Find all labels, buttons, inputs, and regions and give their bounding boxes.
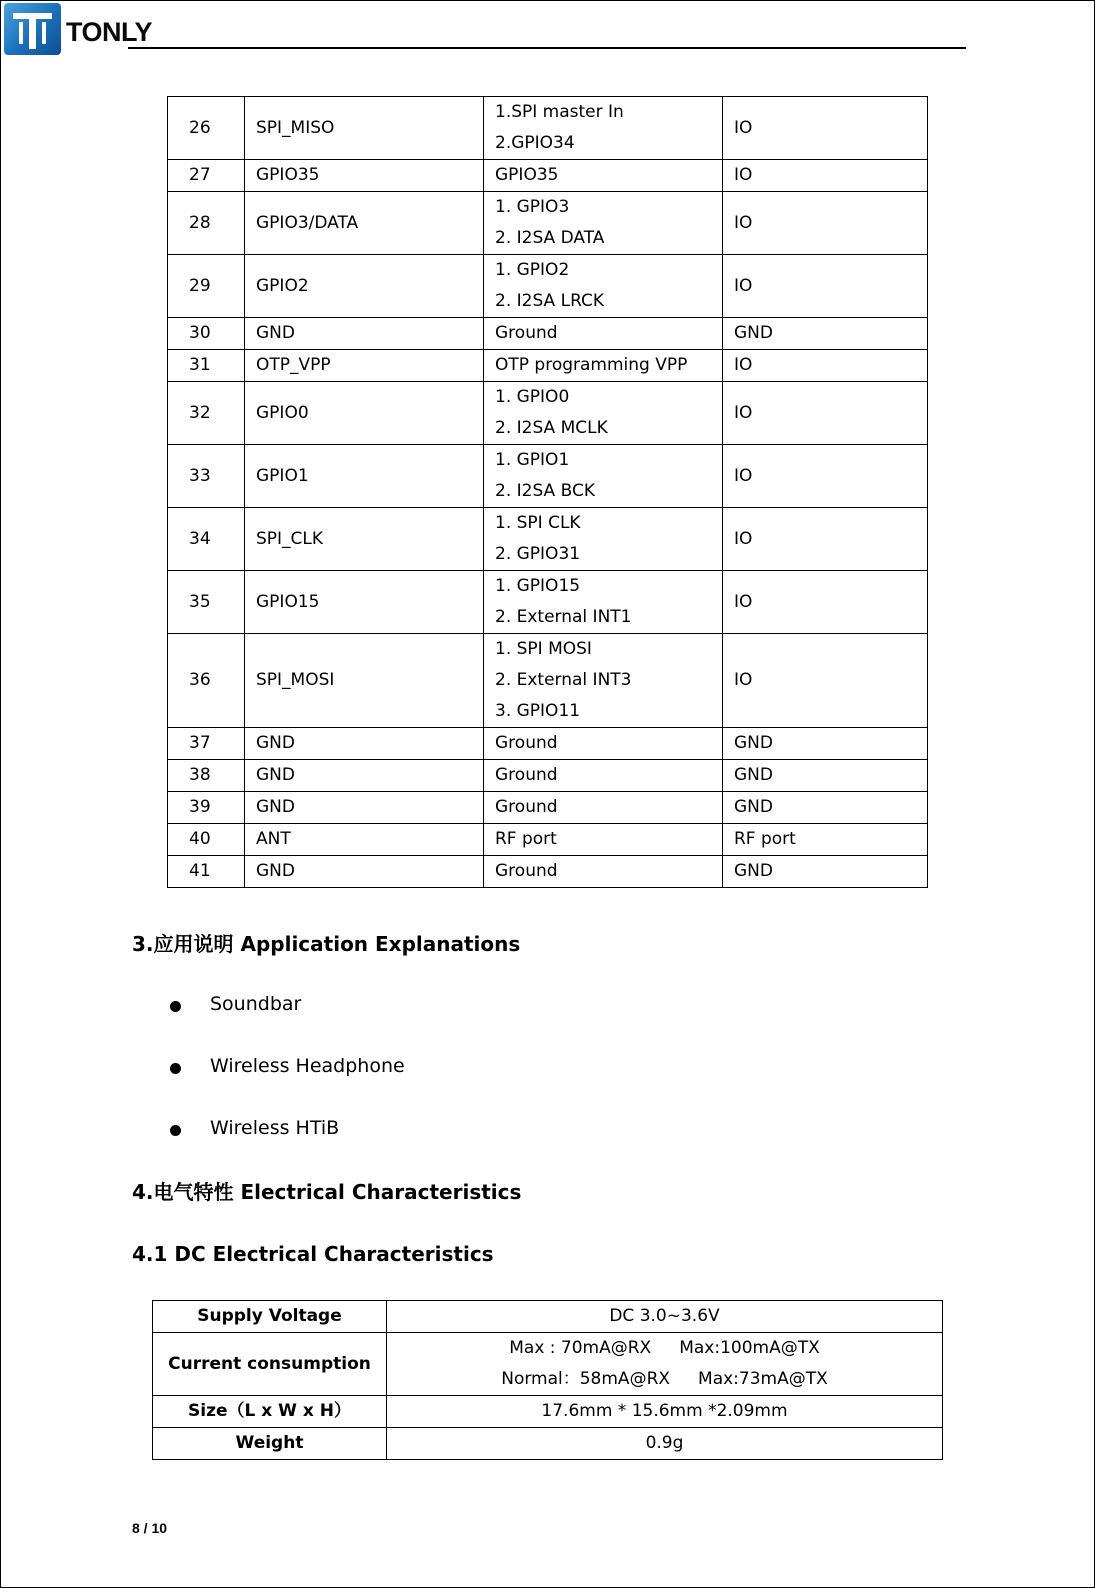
- table-row: [168, 792, 928, 824]
- pin-number: 40: [168, 824, 245, 856]
- pin-function: 1. SPI CLK 2. GPIO31: [484, 508, 723, 571]
- pin-number: 26: [168, 97, 245, 160]
- header-divider: [128, 47, 966, 49]
- table-row: [153, 1301, 943, 1333]
- pin-function: GPIO35: [484, 160, 723, 192]
- pin-type: IO: [723, 508, 928, 571]
- table-row: [168, 856, 928, 888]
- pin-name: GPIO15: [245, 571, 484, 634]
- pin-number: 36: [168, 634, 245, 728]
- section4-title: 4.电气特性 Electrical Characteristics: [132, 1180, 522, 1204]
- table-row: [168, 382, 928, 445]
- pin-function: Ground: [484, 728, 723, 760]
- table-row: [168, 571, 928, 634]
- bullet-icon: [170, 1063, 181, 1074]
- pin-name: GPIO3/DATA: [245, 192, 484, 255]
- pin-name: GPIO35: [245, 160, 484, 192]
- pin-type: IO: [723, 255, 928, 318]
- pin-type: IO: [723, 97, 928, 160]
- pin-name: GPIO2: [245, 255, 484, 318]
- pin-name: GND: [245, 856, 484, 888]
- pin-function: 1. GPIO3 2. I2SA DATA: [484, 192, 723, 255]
- table-row: [168, 634, 928, 728]
- pin-name: GND: [245, 728, 484, 760]
- pin-function: RF port: [484, 824, 723, 856]
- pin-name: GND: [245, 792, 484, 824]
- pin-type: IO: [723, 160, 928, 192]
- pin-name: OTP_VPP: [245, 350, 484, 382]
- pin-function: 1. SPI MOSI 2. External INT3 3. GPIO11: [484, 634, 723, 728]
- page-number: 8 / 10: [132, 1520, 168, 1536]
- pin-type: GND: [723, 728, 928, 760]
- table-row: [168, 192, 928, 255]
- pin-table: [167, 96, 928, 888]
- pin-function: Ground: [484, 856, 723, 888]
- pin-type: IO: [723, 445, 928, 508]
- pin-name: ANT: [245, 824, 484, 856]
- table-row: [168, 760, 928, 792]
- pin-function: 1. GPIO2 2. I2SA LRCK: [484, 255, 723, 318]
- current-consumption-value: Max : 70mA@RX Max:100mA@TX Normal：58mA@RX Max:73mA@TX: [387, 1333, 943, 1396]
- pin-type: IO: [723, 382, 928, 445]
- table-row: [153, 1333, 943, 1396]
- pin-number: 33: [168, 445, 245, 508]
- pin-name: GND: [245, 318, 484, 350]
- size-value: 17.6mm * 15.6mm *2.09mm: [387, 1396, 943, 1428]
- table-row: [168, 318, 928, 350]
- pin-type: IO: [723, 571, 928, 634]
- pin-number: 39: [168, 792, 245, 824]
- pin-number: 27: [168, 160, 245, 192]
- pin-number: 31: [168, 350, 245, 382]
- pin-function: 1. GPIO1 2. I2SA BCK: [484, 445, 723, 508]
- pin-number: 30: [168, 318, 245, 350]
- table-row: [168, 824, 928, 856]
- pin-number: 38: [168, 760, 245, 792]
- supply-voltage-value: DC 3.0~3.6V: [387, 1301, 943, 1333]
- weight-value: 0.9g: [387, 1428, 943, 1460]
- pin-function: Ground: [484, 792, 723, 824]
- current-consumption-label: Current consumption: [153, 1333, 387, 1396]
- table-row: [168, 255, 928, 318]
- pin-name: SPI_MOSI: [245, 634, 484, 728]
- table-row: [168, 97, 928, 160]
- pin-type: RF port: [723, 824, 928, 856]
- tonly-logo: [4, 3, 61, 55]
- table-row: [168, 728, 928, 760]
- pin-number: 32: [168, 382, 245, 445]
- table-row: [168, 350, 928, 382]
- pin-function: Ground: [484, 760, 723, 792]
- pin-number: 41: [168, 856, 245, 888]
- section4-subtitle: 4.1 DC Electrical Characteristics: [132, 1242, 494, 1266]
- weight-label: Weight: [153, 1428, 387, 1460]
- bullet-icon: [170, 1125, 181, 1136]
- table-row: [168, 160, 928, 192]
- supply-voltage-label: Supply Voltage: [153, 1301, 387, 1333]
- pin-number: 34: [168, 508, 245, 571]
- pin-name: SPI_CLK: [245, 508, 484, 571]
- pin-name: SPI_MISO: [245, 97, 484, 160]
- pin-type: GND: [723, 760, 928, 792]
- pin-type: IO: [723, 192, 928, 255]
- size-label: Size（L x W x H）: [153, 1396, 387, 1428]
- pin-number: 35: [168, 571, 245, 634]
- bullet-icon: [170, 1001, 181, 1012]
- pin-type: GND: [723, 856, 928, 888]
- pin-function: Ground: [484, 318, 723, 350]
- brand-name: TONLY: [66, 17, 153, 47]
- pin-number: 37: [168, 728, 245, 760]
- pin-name: GPIO1: [245, 445, 484, 508]
- pin-number: 29: [168, 255, 245, 318]
- pin-name: GPIO0: [245, 382, 484, 445]
- pin-function: 1. GPIO15 2. External INT1: [484, 571, 723, 634]
- pin-type: GND: [723, 792, 928, 824]
- pin-function: OTP programming VPP: [484, 350, 723, 382]
- dc-characteristics-table: [152, 1300, 943, 1460]
- table-row: [168, 445, 928, 508]
- table-row: [168, 508, 928, 571]
- section3-title: 3.应用说明 Application Explanations: [132, 932, 521, 956]
- pin-type: IO: [723, 634, 928, 728]
- table-row: [153, 1428, 943, 1460]
- pin-function: 1.SPI master In 2.GPIO34: [484, 97, 723, 160]
- pin-function: 1. GPIO0 2. I2SA MCLK: [484, 382, 723, 445]
- pin-number: 28: [168, 192, 245, 255]
- pin-name: GND: [245, 760, 484, 792]
- table-row: [153, 1396, 943, 1428]
- pin-type: GND: [723, 318, 928, 350]
- pin-type: IO: [723, 350, 928, 382]
